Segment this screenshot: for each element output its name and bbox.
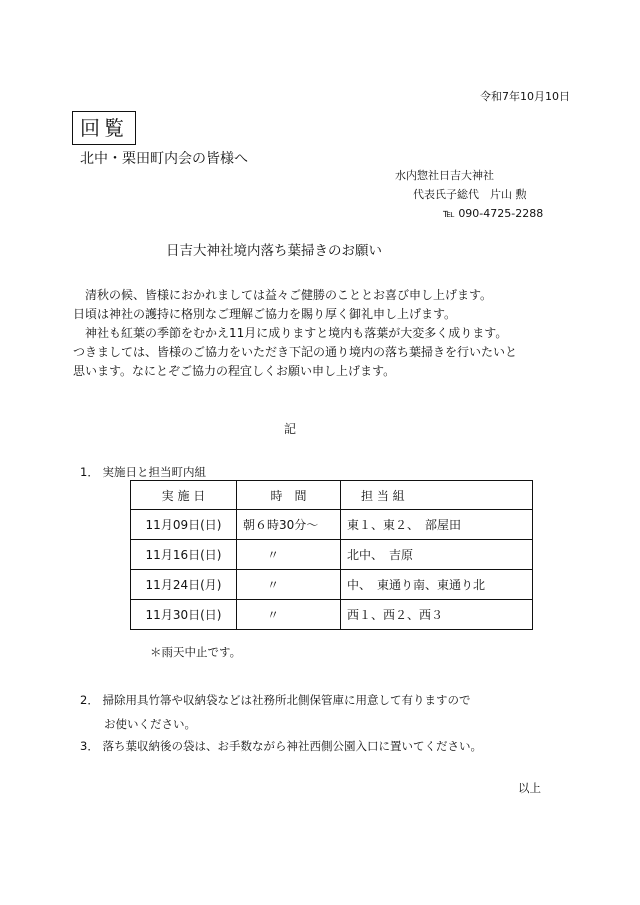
header-time: 時 間 [237, 481, 341, 510]
rain-note: ＊雨天中止です。 [150, 645, 242, 659]
header-group: 担 当 組 [341, 481, 533, 510]
cell-date: 11月24日(月) [131, 570, 237, 600]
addressee: 北中・栗田町内会の皆様へ [80, 151, 248, 167]
cell-time: 〃 [237, 540, 341, 570]
sender-organization: 水内惣社日吉大神社 [395, 169, 494, 182]
body-line: 日頃は神社の護持に格別なご理解ご協力を賜り厚く御礼申し上げます。 [73, 307, 457, 321]
table-row [131, 570, 533, 600]
body-line: 清秋の候、皆様におかれましては益々ご健勝のこととお喜び申し上げます。 [73, 288, 493, 302]
body-line: 思います。なにとぞご協力の程宜しくお願い申し上げます。 [73, 364, 396, 378]
cell-group: 西１、西２、西３ [341, 600, 533, 630]
body-text [73, 286, 517, 381]
table-row [131, 600, 533, 630]
item-3: 3． 落ち葉収納後の袋は、お手数ながら神社西側公園入口に置いてください。 [80, 739, 482, 753]
sender-phone: ℡ 090-4725-2288 [443, 207, 544, 220]
cell-time: 〃 [237, 570, 341, 600]
sender-representative: 代表氏子総代 片山 勲 [413, 188, 527, 201]
document-title: 日吉大神社境内落ち葉掃きのお願い [166, 243, 382, 259]
item-1-heading: 1． 実施日と担当町内組 [80, 465, 206, 479]
item-2-line: 2． 掃除用具竹箒や収納袋などは社務所北側保管庫に用意して有りますので [80, 693, 471, 707]
item-2-line: お使いください。 [104, 717, 196, 731]
item-2 [80, 688, 470, 736]
cell-group: 東１、東２、 部屋田 [341, 510, 533, 540]
cell-group: 中、 東通り南、東通り北 [341, 570, 533, 600]
schedule-table [130, 480, 533, 630]
document-date: 令和7年10月10日 [480, 90, 570, 103]
table-row [131, 510, 533, 540]
cell-date: 11月16日(日) [131, 540, 237, 570]
cell-date: 11月09日(日) [131, 510, 237, 540]
cell-date: 11月30日(日) [131, 600, 237, 630]
circulation-stamp: 回覧 [72, 111, 136, 145]
sender-block [395, 166, 543, 223]
closing-ijou: 以上 [518, 781, 541, 795]
cell-time: 朝６時30分～ [237, 510, 341, 540]
table-header-row [131, 481, 533, 510]
body-line: 神社も紅葉の季節をむかえ11月に成りますと境内も落葉が大変多く成ります。 [73, 326, 508, 340]
cell-group: 北中、 吉原 [341, 540, 533, 570]
cell-time: 〃 [237, 600, 341, 630]
ki-heading: 記 [284, 422, 297, 436]
table-row [131, 540, 533, 570]
body-line: つきましては、皆様のご協力をいただき下記の通り境内の落ち葉掃きを行いたいと [73, 345, 518, 359]
header-date: 実 施 日 [131, 481, 237, 510]
